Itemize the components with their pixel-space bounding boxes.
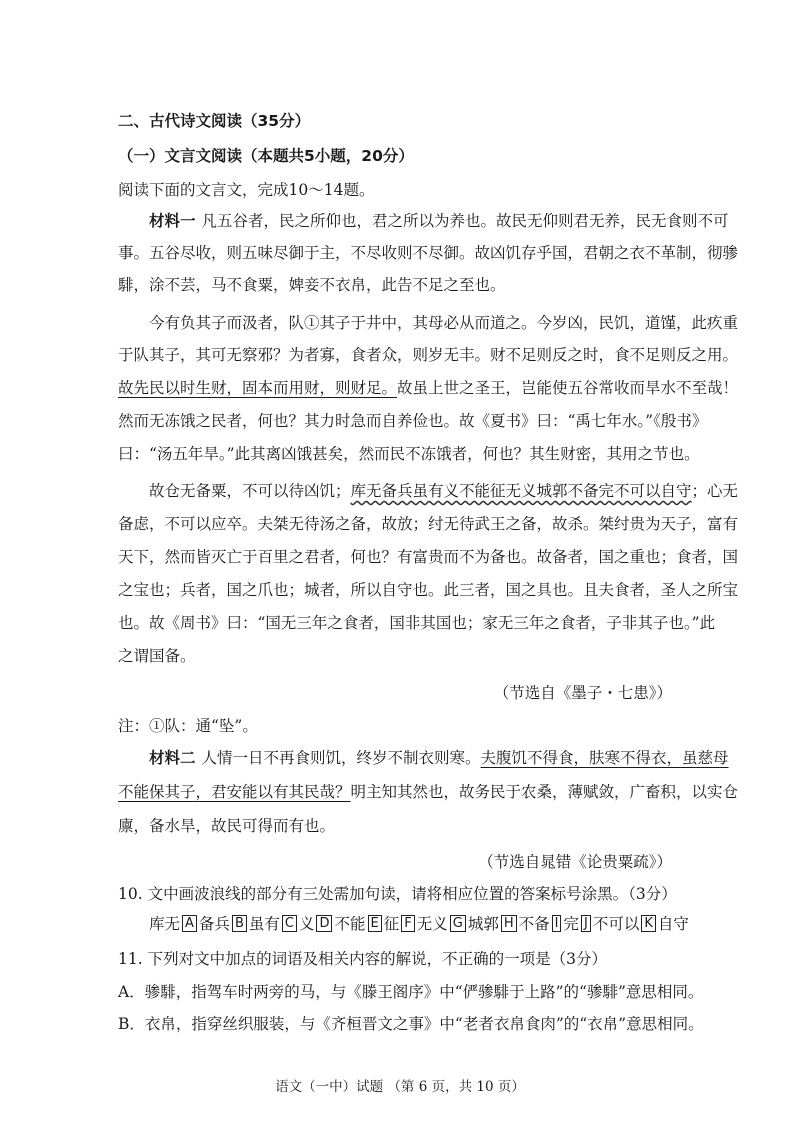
- answer-box-a[interactable]: A: [182, 915, 197, 932]
- material2-line-3: 廪，备水旱，故民可得而有也。: [118, 817, 336, 835]
- material1-line-4: 今有负其子而汲者，队①其子于井中，其母必从而道之。今岁凶，民饥，道馑，此疚重: [149, 314, 739, 332]
- q11-stem: 11. 下列对文中加点的词语及相关内容的解说，不正确的一项是（3分）: [118, 950, 607, 968]
- answer-box-k[interactable]: K: [641, 915, 656, 932]
- answer-box-f[interactable]: F: [401, 915, 414, 932]
- answer-box-h[interactable]: H: [501, 915, 517, 932]
- q10-stem: 10. 文中画波浪线的部分有三处需加句读，请将相应位置的答案标号涂黑。（3分）: [118, 885, 677, 903]
- material2-line-1: 材料二 人情一日不再食则饥，终岁不制衣则寒。夫腹饥不得食，肤寒不得衣，虽慈母: [149, 749, 729, 767]
- answer-box-b[interactable]: B: [232, 915, 247, 932]
- material1-line-13: 也。故《周书》曰：“国无三年之食者，国非其国也；家无三年之食者，子非其子也。”此: [118, 614, 716, 632]
- material1-line-5: 于队其子，其可无察邪？为者寡，食者众，则岁无丰。财不足则反之时，食不足则反之用。: [118, 346, 739, 364]
- material1-line-6: 故先民以时生财，固本而用财，则财足。故虽上世之圣王，岂能使五谷常收而旱水不至哉！: [118, 379, 739, 397]
- material1-line-11: 天下，然而皆灭亡于百里之君者，何也？有富贵而不为备也。故备者，国之重也；食者，国: [118, 548, 739, 566]
- material1-line-8: 曰：“汤五年旱。”此其离凶饿甚矣，然而民不冻饿者，何也？其生财密，其用之节也。: [118, 445, 700, 463]
- underlined-sentence-2a: 夫腹饥不得食，肤寒不得衣，虽慈母: [480, 749, 729, 767]
- note: 注：①队：通“坠”。: [118, 717, 258, 735]
- instruction: 阅读下面的文言文，完成10～14题。: [118, 181, 375, 199]
- answer-box-d[interactable]: D: [316, 915, 332, 932]
- material1-line-10: 备虑，不可以应卒。夫桀无待汤之备，故放；纣无待武王之备，故杀。桀纣贵为天子，富有: [118, 515, 739, 533]
- q11-option-b: B．衣帛，指穿丝织服装，与《齐桓晋文之事》中“老者衣帛食肉”的“衣帛”意思相同。: [118, 1015, 704, 1033]
- wavy-line-passage: 库无备兵虽有义不能征无义城郭不备完不可以自守: [350, 482, 692, 500]
- answer-box-c[interactable]: C: [282, 915, 297, 932]
- material2-label: 材料二: [149, 749, 196, 767]
- material1-line-1: 材料一 凡五谷者，民之所仰也，君之所以为养也。故民无仰则君无养，民无食则不可: [149, 212, 729, 230]
- material1-line-2: 事。五谷尽收，则五味尽御于主，不尽收则不尽御。故凶饥存乎国，君朝之衣不革制，彻骖: [118, 244, 739, 262]
- subsection-title: （一）文言文阅读（本题共5小题，20分）: [118, 147, 414, 165]
- material1-line-14: 之谓国备。: [118, 647, 196, 665]
- material1-source: （节选自《墨子・七患》）: [493, 684, 672, 702]
- material1-line-12: 之宝也；兵者，国之爪也；城者，所以自守也。此三者，国之具也。且夫食者，圣人之所宝: [118, 581, 739, 599]
- q10-answer-choices: 库无 A 备兵 B 虽有 C 义 D 不能 E 征 F 无义 G 城郭 H 不备 I 完 J 不可以 K 自守: [149, 915, 689, 933]
- answer-box-e[interactable]: E: [368, 915, 382, 932]
- page-footer: 语文（一中）试题 （第 6 页，共 10 页）: [275, 1079, 525, 1095]
- underlined-sentence-1: 故先民以时生财，固本而用财，则财足。: [118, 379, 398, 397]
- answer-box-j[interactable]: J: [581, 915, 591, 932]
- answer-box-g[interactable]: G: [450, 915, 466, 932]
- material1-line-7: 然而无冻饿之民者，何也？其力时急而自养俭也。故《夏书》曰：“禹七年水。”《殷书》: [118, 412, 708, 430]
- material1-line-3: 騑，涂不芸，马不食粟，婢妾不衣帛，此告不足之至也。: [118, 276, 506, 294]
- material1-label: 材料一: [149, 212, 196, 230]
- section-title: 二、古代诗文阅读（35分）: [118, 112, 311, 130]
- underlined-sentence-2b: 不能保其子，君安能以有其民哉？: [118, 783, 351, 801]
- material2-line-2: 不能保其子，君安能以有其民哉？明主知其然也，故务民于农桑，薄赋敛，广畜积，以实仓: [118, 783, 739, 801]
- material2-source: （节选自晁错《论贵粟疏》）: [478, 853, 672, 871]
- material1-line-9: 故仓无备粟，不可以待凶饥；库无备兵虽有义不能征无义城郭不备完不可以自守；心无: [149, 482, 739, 500]
- answer-box-i[interactable]: I: [552, 915, 562, 932]
- q11-option-a: A．骖騑，指驾车时两旁的马，与《滕王阁序》中“俨骖騑于上路”的“骖騑”意思相同。: [118, 983, 704, 1001]
